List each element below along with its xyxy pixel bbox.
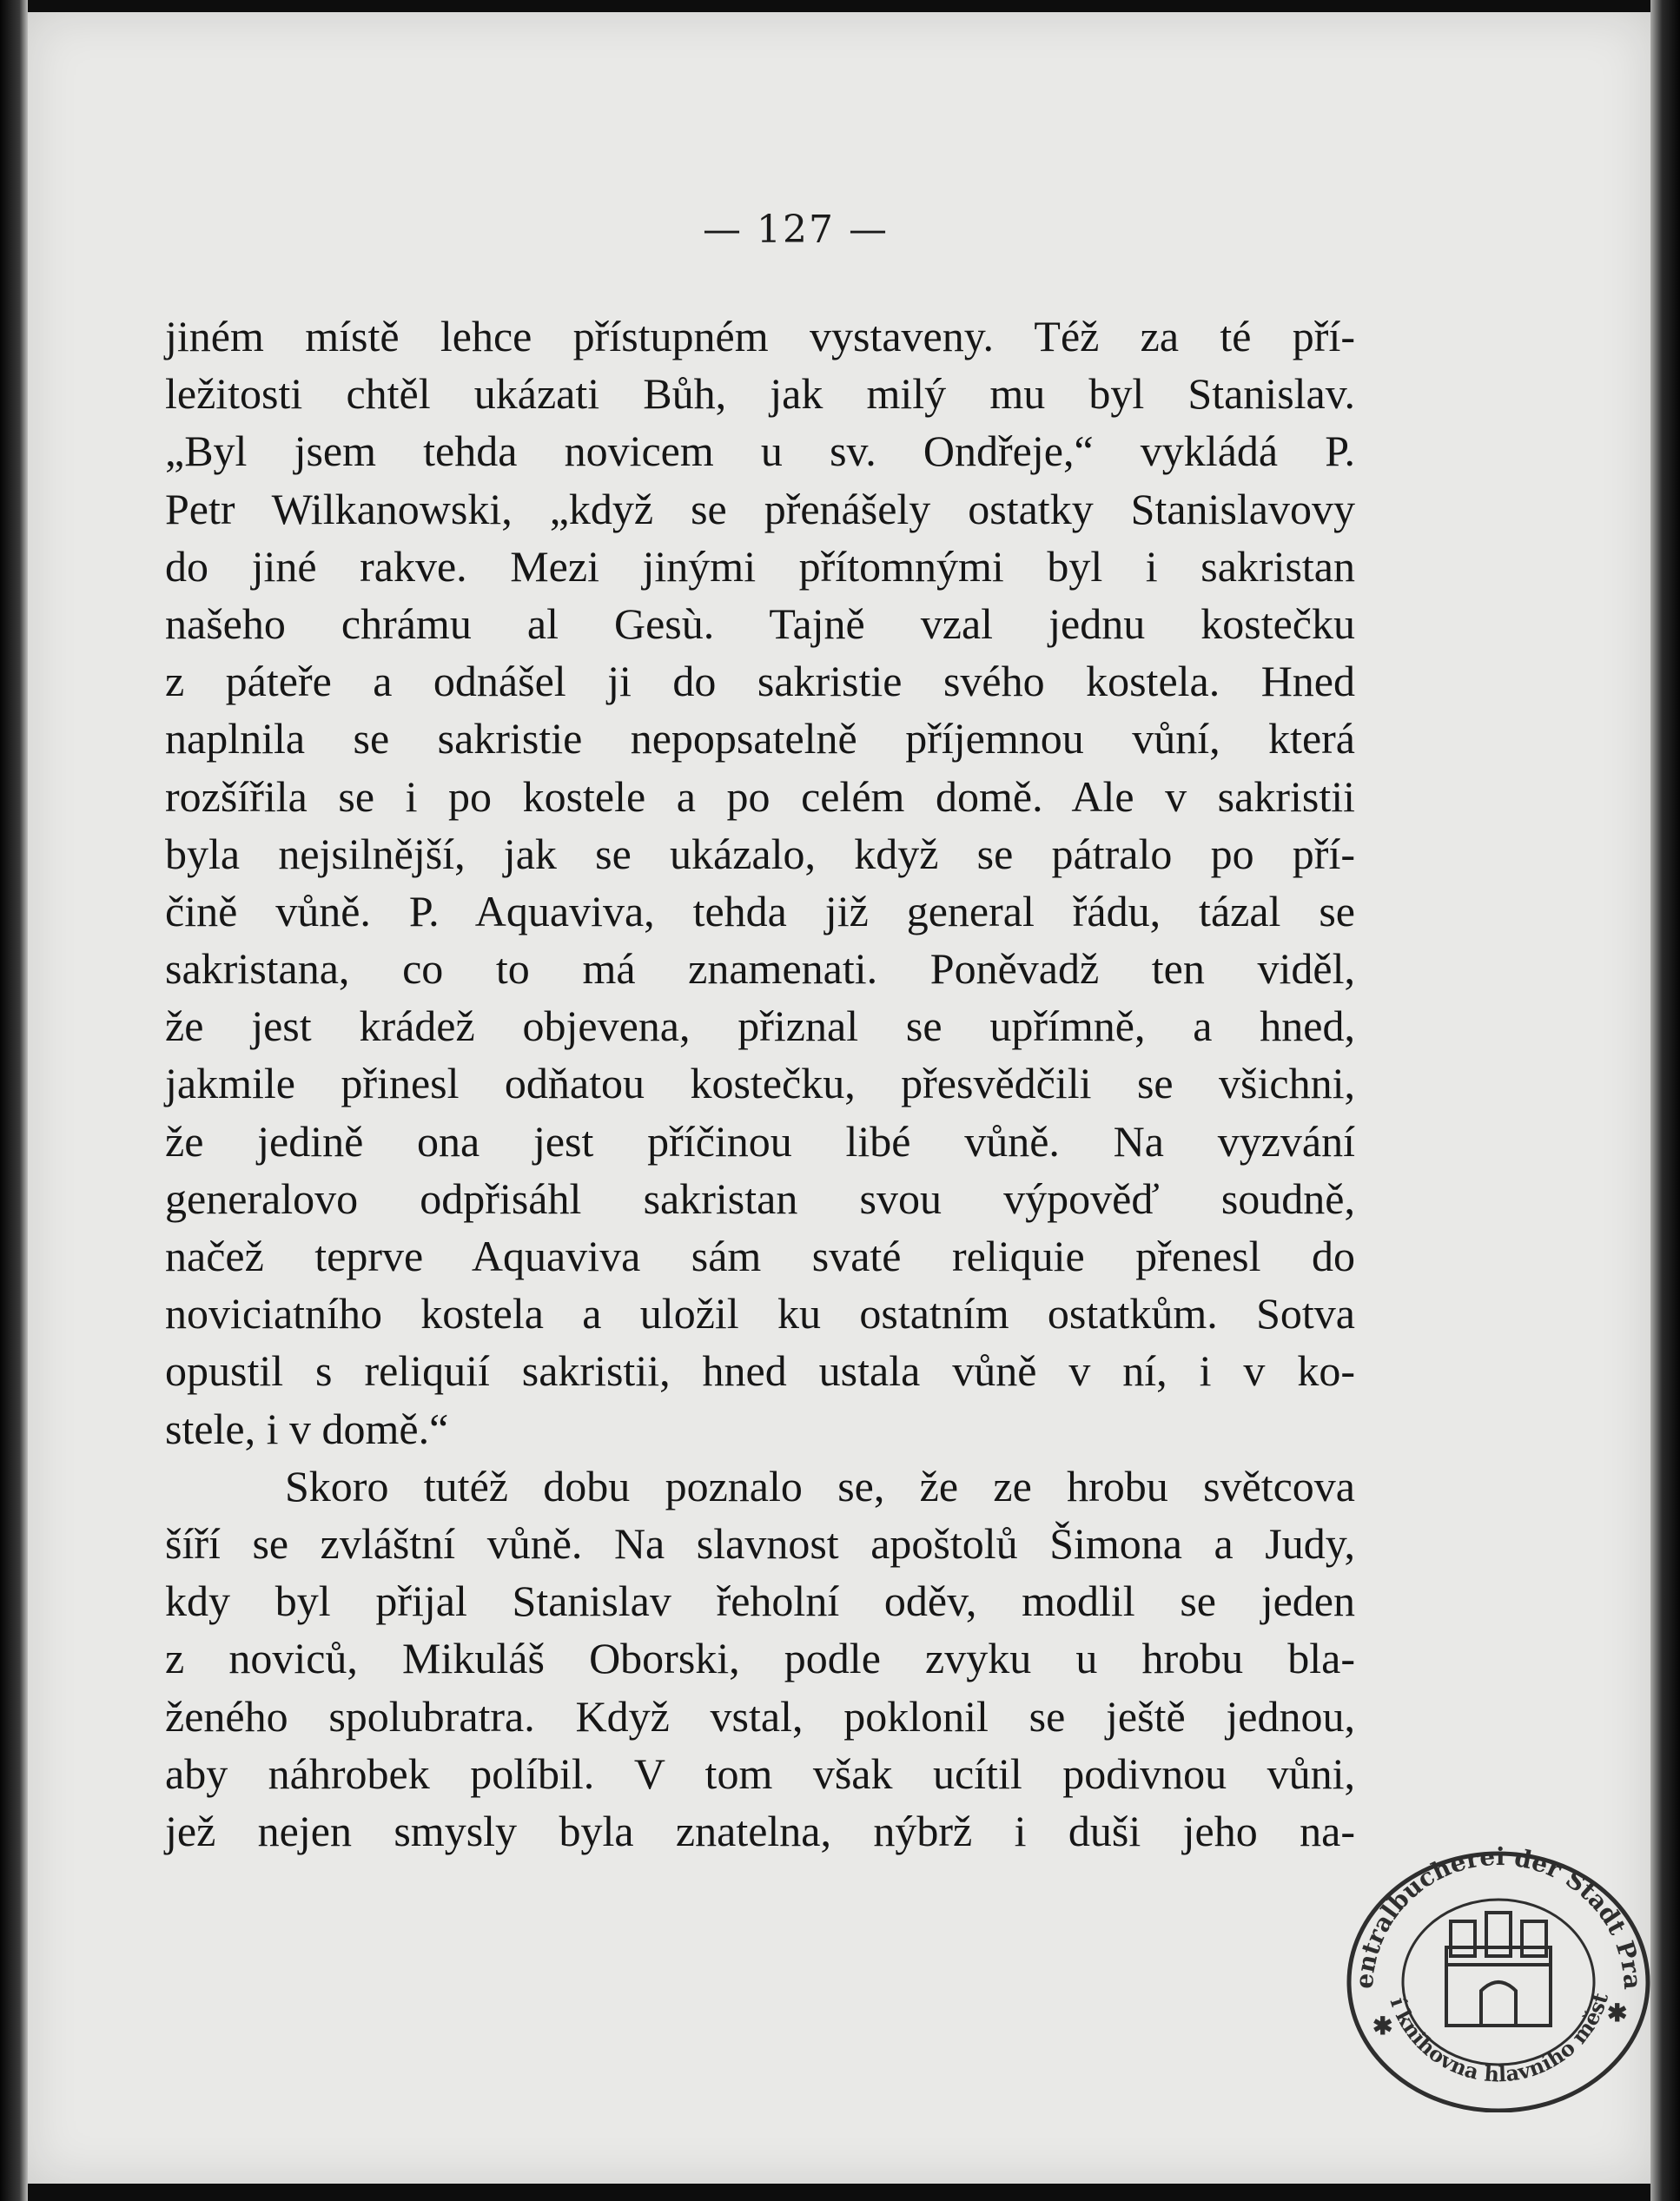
text-line: do jiné rakve. Mezi jinými přítomnými byl i sakristan (165, 541, 1355, 591)
text-line: aby náhrobek políbil. V tom však ucítil podivnou vůni, (165, 1748, 1355, 1798)
text-line: z noviců, Mikuláš Oborski, podle zvyku u hrobu bla- (165, 1634, 1355, 1683)
text-line: že jest krádež objevena, přiznal se upřímně, a hned, (165, 1001, 1355, 1051)
text-line: rozšířila se i po kostele a po celém domě. Ale v sakristii (165, 771, 1355, 821)
text-line: čině vůně. P. Aquaviva, tehda již general řádu, tázal se (165, 886, 1355, 935)
paragraph-2 (165, 1457, 1355, 1860)
text-line: naplnila se sakristie nepopsatelně příjemnou vůní, která (165, 714, 1355, 763)
text-line: jež nejen smysly byla znatelna, nýbrž i duši jeho na- (165, 1806, 1355, 1855)
text-line: jakmile přinesl odňatou kostečku, přesvědčili se všichni, (165, 1059, 1355, 1108)
page-left-edge-shadow (0, 0, 28, 2201)
text-line: noviciatního kostela a uložil ku ostatním ostatkům. Sotva (165, 1289, 1355, 1338)
text-line: Skoro tutéž dobu poznalo se, že ze hrobu světcova (285, 1461, 1355, 1510)
text-line: sakristana, co to má znamenati. Poněvadž ten viděl, (165, 944, 1355, 994)
text-line: opustil s reliquií sakristii, hned ustala vůně v ní, i v ko- (165, 1346, 1355, 1396)
text-line: generalovo odpřisáhl sakristan svou výpověď soudně, (165, 1173, 1355, 1223)
text-line: ležitosti chtěl ukázati Bůh, jak milý mu byl Stanislav. (165, 369, 1355, 419)
text-line: „Byl jsem tehda novicem u sv. Ondřeje,“ vykládá P. (165, 426, 1355, 476)
text-line: byla nejsilnější, jak se ukázalo, když se pátralo po pří- (165, 829, 1355, 878)
stamp-emblem-icon (1446, 1913, 1551, 2026)
paragraph-1 (165, 307, 1355, 1457)
text-line: že jedině ona jest příčinou libé vůně. Na vyzvání (165, 1116, 1355, 1166)
stamp-star-left-icon: ✱ (1372, 2012, 1393, 2040)
text-line: jiném místě lehce přístupném vystaveny. Též za té pří- (165, 312, 1355, 360)
stamp-outer-text: entralbücherei der Stadt Pra (1349, 1841, 1648, 1991)
text-line: našeho chrámu al Gesù. Tajně vzal jednu kostečku (165, 598, 1355, 648)
text-line: šíří se zvláštní vůně. Na slavnost apoštolů Šimona a Judy, (165, 1518, 1355, 1568)
text-line: Petr Wilkanowski, „když se přenášely ostatky Stanislavovy (165, 484, 1355, 533)
library-stamp-graphic (1338, 1826, 1659, 2112)
library-stamp (1338, 1826, 1659, 2112)
text-line: z páteře a odnášel ji do sakristie svého kostela. Hned (165, 657, 1355, 706)
text-line: načež teprve Aquaviva sám svaté reliquie přenesl do (165, 1232, 1355, 1280)
text-line: kdy byl přijal Stanislav řeholní oděv, modlil se jeden (165, 1576, 1355, 1626)
body-text (165, 307, 1355, 1860)
book-page (28, 12, 1650, 2184)
text-line: ženého spolubratra. Když vstal, poklonil se ještě jednou, (165, 1691, 1355, 1741)
stamp-inner-text: í knihovna hlavního měst (1385, 1989, 1614, 2087)
stamp-star-right-icon: ✱ (1607, 1999, 1628, 2027)
page-number: — 127 — (703, 208, 889, 252)
text-line: stele, i v domě.“ (165, 1404, 449, 1453)
